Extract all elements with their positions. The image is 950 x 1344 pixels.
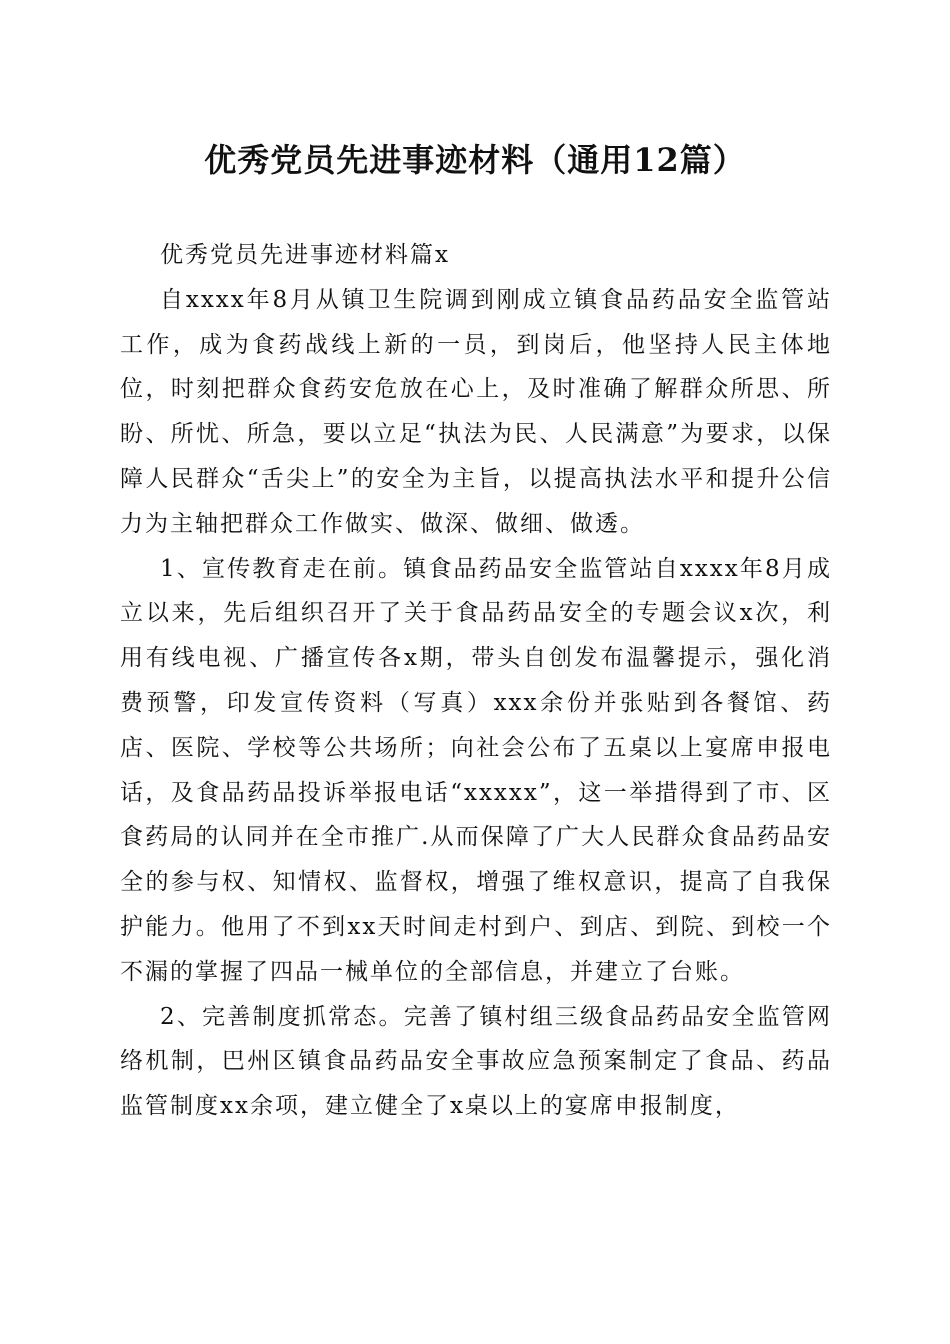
document-title: 优秀党员先进事迹材料（通用12篇）	[204, 141, 746, 179]
paragraph-system-improvement: 2、完善制度抓常态。完善了镇村组三级食品药品安全监管网络机制，巴州区镇食品药品安全事故应急预案制定了食品、药品监管制度xx余项，建立健全了x桌以上的宴席申报制度，	[120, 1003, 832, 1120]
paragraph-publicity-education: 1、宣传教育走在前。镇食品药品安全监管站自xxxx年8月成立以来，先后组织召开了关于食品药品安全的专题会议x次，利用有线电视、广播宣传各x期，带头自创发布温馨提示，强化消费预警，印发宣传资料（写真）xxx余份并张贴到各餐馆、药店、医院、学校等公共场所；向社会公布了五桌以上宴席申报电话，及食品药品投诉举报电话“xxxxx”，这一举措得到了市、区食药局的认同并在全市推广.从而保障了广大人民群众食品药品安全的参与权、知情权、监督权，增强了维权意识，提高了自我保护能力。他用了不到xx天时间走村到户、到店、到院、到校一个不漏的掌握了四品一械单位的全部信息，并建立了台账。	[120, 555, 832, 985]
section-heading: 优秀党员先进事迹材料篇x	[160, 242, 450, 268]
document-body	[120, 233, 832, 1129]
intro-paragraph: 自xxxx年8月从镇卫生院调到刚成立镇食品药品安全监管站工作，成为食药战线上新的一员，到岗后，他坚持人民主体地位，时刻把群众食药安危放在心上，及时准确了解群众所思、所盼、所忧、所急，要以立足“执法为民、人民满意”为要求，以保障人民群众“舌尖上”的安全为主旨，以提高执法水平和提升公信力为主轴把群众工作做实、做深、做细、做透。	[120, 286, 832, 537]
